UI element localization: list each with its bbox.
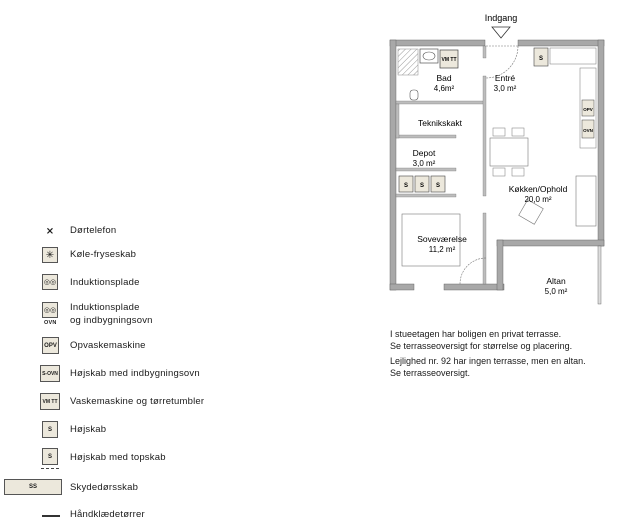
kitchen-counter <box>534 48 596 148</box>
entrance-label: Indgang <box>484 13 518 23</box>
washer-dryer-fixture-label: VM TT <box>441 57 457 63</box>
room-area-depot: 3,0 m² <box>412 159 436 168</box>
bedroom-door-swing <box>460 258 486 284</box>
legend-item-tall-cabinet-top: S Højskab med topskab <box>0 448 260 472</box>
entrance-arrow-icon <box>492 27 510 38</box>
svg-text:OVN: OVN <box>583 128 593 133</box>
svg-text:OPV: OPV <box>583 107 593 112</box>
room-name-bad: Bad <box>436 73 452 83</box>
terrace-note: I stueetagen har boligen en privat terrasse. Se terrasseoversigt for størrelse og placering. <box>390 329 573 351</box>
legend-item-towel-dryer: Håndklædetørrer <box>0 506 260 530</box>
room-name-kokken-ophold: Køkken/Ophold <box>508 184 568 194</box>
room-name-teknikskakt: Teknikskakt <box>418 118 462 128</box>
svg-text:S: S <box>403 183 409 189</box>
induction-hob-icon: ◎◎ <box>42 274 58 290</box>
legend-item-door-phone: ⨯ Dørtelefon <box>45 225 117 237</box>
tall-cabinet-top-icon: S <box>42 448 58 465</box>
room-name-entre: Entré <box>494 73 516 83</box>
legend-item-sliding-wardrobe: SS Skydedørsskab <box>0 478 260 502</box>
room-area-kokken-ophold: 20,0 m² <box>524 195 552 204</box>
room-name-depot: Depot <box>412 148 436 158</box>
legend-item-induction: ◎◎ Induktionsplade <box>0 274 260 298</box>
wardrobe-row <box>399 176 445 192</box>
sliding-door-wardrobe-icon: SS <box>4 479 62 495</box>
floor-plan <box>384 8 614 310</box>
sofa-icon <box>576 176 596 226</box>
shower-area <box>398 49 418 75</box>
room-name-sovevaerelse: Soveværelse <box>417 234 467 244</box>
tall-cabinet-oven-icon: S-OVN <box>40 365 60 382</box>
legend-item-tall-cabinet-oven: S-OVN Højskab med indbygningsovn <box>0 364 260 388</box>
legend-item-washer-dryer: VM TT Vaskemaskine og tørretumbler <box>0 392 260 416</box>
washer-dryer-icon: VM TT <box>40 393 60 410</box>
top-cabinet-dash <box>41 468 59 469</box>
legend-item-dishwasher: OPV Opvaskemaskine <box>0 336 260 360</box>
tall-cabinet-icon: S <box>42 421 58 438</box>
induction-hob-oven-icon: ◎◎ <box>42 302 58 318</box>
towel-dryer-icon <box>42 515 60 517</box>
fridge-freezer-icon: ✳ <box>42 247 58 263</box>
legend-item-tall-cabinet: S Højskab <box>0 420 260 444</box>
dishwasher-icon: OPV <box>42 337 59 354</box>
room-area-sovevaerelse: 11,2 m² <box>428 245 456 254</box>
room-area-altan: 5,0 m² <box>544 287 568 296</box>
toilet-icon <box>410 90 418 100</box>
svg-text:S: S <box>419 183 425 189</box>
legend-item-induction-oven: ◎◎ OVN Induktionsplade og indbygningsovn <box>43 302 153 326</box>
dining-table <box>490 128 528 176</box>
room-area-bad: 4,6m² <box>433 84 455 93</box>
balcony-note: Lejlighed nr. 92 har ingen terrasse, men en altan. Se terrasseoversigt. <box>390 356 586 378</box>
room-area-entre: 3,0 m² <box>493 84 517 93</box>
room-name-altan: Altan <box>546 276 566 286</box>
svg-text:S: S <box>538 56 544 62</box>
svg-text:S: S <box>435 183 441 189</box>
door-phone-icon: ⨯ <box>45 225 55 237</box>
legend-item-fridge: ✳ Køle-fryseskab <box>0 246 260 270</box>
